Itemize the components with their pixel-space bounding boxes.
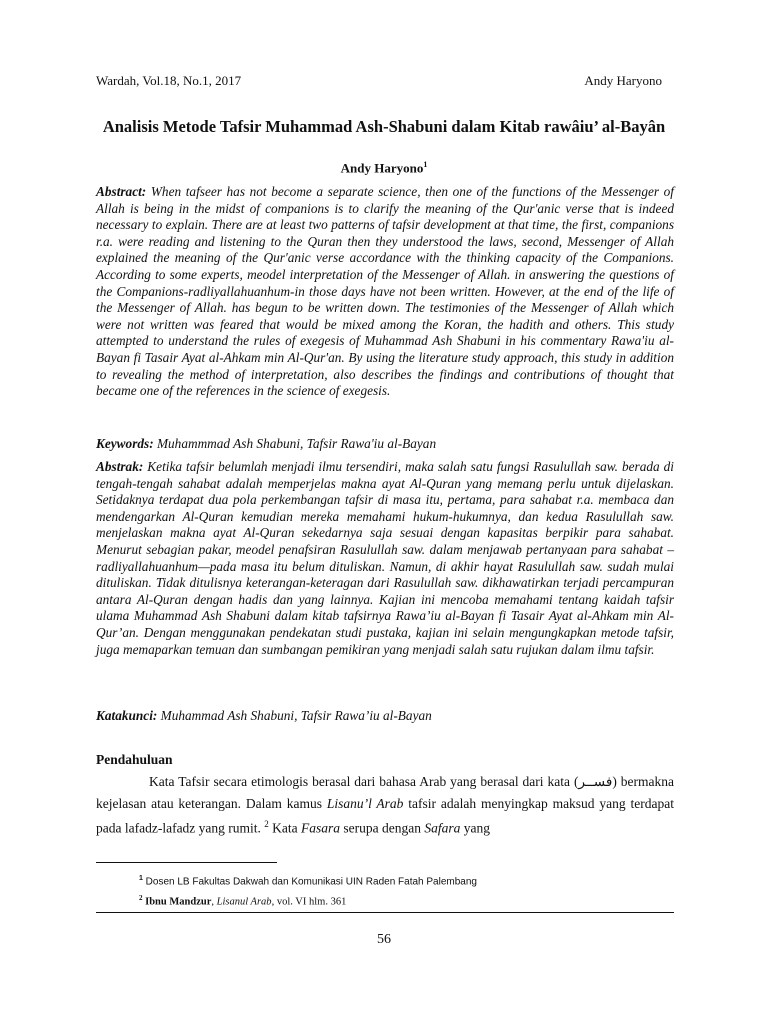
footnotes <box>139 870 477 911</box>
intro-text-6: yang <box>460 820 491 836</box>
intro-text-5: serupa dengan <box>340 820 425 836</box>
header-author: Andy Haryono <box>584 73 662 88</box>
footnote-2-mark: 2 <box>139 894 143 903</box>
abstract-label: Abstract: <box>96 184 147 199</box>
abstract-text: When tafseer has not become a separate science, then one of the functions of the Messenger of Allah is being in the midst of companions is to clarify the meaning of the Qur'anic verse that is indeed necessary to explain. There are at least two patterns of tafsir development at that time, the first, companions r.a. were reading and listening to the Quran then they understood the laws, second, Messenger of Allah explained the meaning of the Qur'anic verse accordance with the thinking capacity of the Companions. According to some experts, meodel interpretation of the Messenger of Allah. in answering the questions of the Companions-radliyallahuanhum-in those days have not been written. However, at the end of the life of the Messenger of Allah. has begun to be written down. The testimonies of the Messenger of Allah which were not written was feared that would be mixed among the Koran, the hadith and others. This study attempted to understand the rules of exegesis of Muhammad Ash Shabuni in his commentary Rawa'iu al-Bayan fi Tasair Ayat al-Ahkam min Al-Qur'an. By using the literature study approach, this study in addition to revealing the method of interpretation, also describes the findings and contributions of thought that became one of the references in the science of exegesis. <box>96 184 674 399</box>
footnote-1 <box>139 870 477 890</box>
katakunci-text: Muhammad Ash Shabuni, Tafsir Rawa’iu al-Bayan <box>157 708 432 723</box>
keywords-indonesian <box>96 708 674 724</box>
term-safara: Safara <box>424 820 461 836</box>
katakunci-label: Katakunci: <box>96 708 158 723</box>
section-heading: Pendahuluan <box>96 752 173 767</box>
abstract-indonesian <box>96 459 674 658</box>
abstract-english <box>96 184 674 400</box>
running-header <box>96 73 662 89</box>
footnote-2-sep: , <box>211 896 217 908</box>
article-author <box>96 160 672 176</box>
author-name: Andy Haryono <box>340 160 424 176</box>
keywords-text: Muhammmad Ash Shabuni, Tafsir Rawa'iu al-Bayan <box>153 436 437 451</box>
footnote-2-rest: , vol. VI hlm. 361 <box>271 896 347 908</box>
footnote-1-text: Dosen LB Fakultas Dakwah dan Komunikasi UIN Raden Fatah Palembang <box>142 876 477 888</box>
footnote-ref-2[interactable]: 2 <box>264 819 269 830</box>
page-number: 56 <box>377 932 391 947</box>
journal-citation: Wardah, Vol.18, No.1, 2017 <box>96 73 242 88</box>
footnote-2 <box>139 890 477 911</box>
intro-text-1: Kata Tafsir secara etimologis berasal dari bahasa Arab yang berasal dari kata ( <box>149 774 579 789</box>
intro-text-3: tafsir adalah menyingkap maksud yang terdapat pada lafadz-lafadz yang rumit. <box>96 795 674 836</box>
intro-text-2: ) bermakna kejelasan atau keterangan. Dalam kamus <box>96 774 674 811</box>
arabic-word: فســر <box>578 774 613 789</box>
footnote-2-author: Ibnu Mandzur <box>145 896 212 908</box>
abstrak-label: Abstrak: <box>96 459 144 474</box>
keywords-english <box>96 436 674 452</box>
term-fasara: Fasara <box>301 820 341 836</box>
introduction-paragraph <box>96 771 674 839</box>
author-footnote-mark: 1 <box>423 160 428 169</box>
footnote-divider <box>96 862 277 863</box>
lisan-title: Lisanu’l Arab <box>326 795 404 811</box>
page-divider <box>96 912 674 913</box>
abstrak-text: Ketika tafsir belumlah menjadi ilmu tersendiri, maka salah satu fungsi Rasulullah saw. berada di tengah-tengah sahabat adalah memperjelas makna ayat Al-Quran yang memang perlu untuk dijelaskan. Setidaknya terdapat dua pola perkembangan tafsir di masa itu, pertama, para sahabat r.a. membaca dan mendengarkan Al-Quran kemudian mereka memahami hukum-hukumnya, dan kedua Rasulullah saw. menjelaskan makna ayat Al-Quran sekedarnya saja sesuai dengan kapasitas berpikir para sahabat. Menurut sebagian pakar, meodel penafsiran Rasulullah saw. dalam menjawab pertanyaan para sahabat –radliyallahuanhum—pada masa itu belum dituliskan. Namun, di akhir hayat Rasulullah saw. sudah mulai dituliskan. Tidak ditulisnya keterangan-keteragan dari Rasulullah saw. dikhawatirkan terjadi percampuran antara Al-Quran dengan hadis dan yang lainnya. Kajian ini mencoba memahami tentang kaidah tafsir ulama Muhammad Ash Shabuni dalam kitab tafsirnya Rawa’iu al-Bayan fi Tasair Ayat al-Ahkam min Al-Qur’an. Dengan menggunakan pendekatan studi pustaka, kajian ini selain mengungkapkan metode tafsir, juga memaparkan temuan dan sumbangan pemikiran yang menjadi salah satu rujukan dalam ilmu tafsir. <box>96 459 674 657</box>
footnote-2-book: Lisanul Arab <box>216 896 272 908</box>
intro-text-4: Kata <box>268 820 302 836</box>
footnote-1-mark: 1 <box>139 875 143 882</box>
keywords-label: Keywords: <box>96 436 154 451</box>
article-title: Analisis Metode Tafsir Muhammad Ash-Shabuni dalam Kitab rawâiu’ al-Bayân <box>102 117 666 136</box>
